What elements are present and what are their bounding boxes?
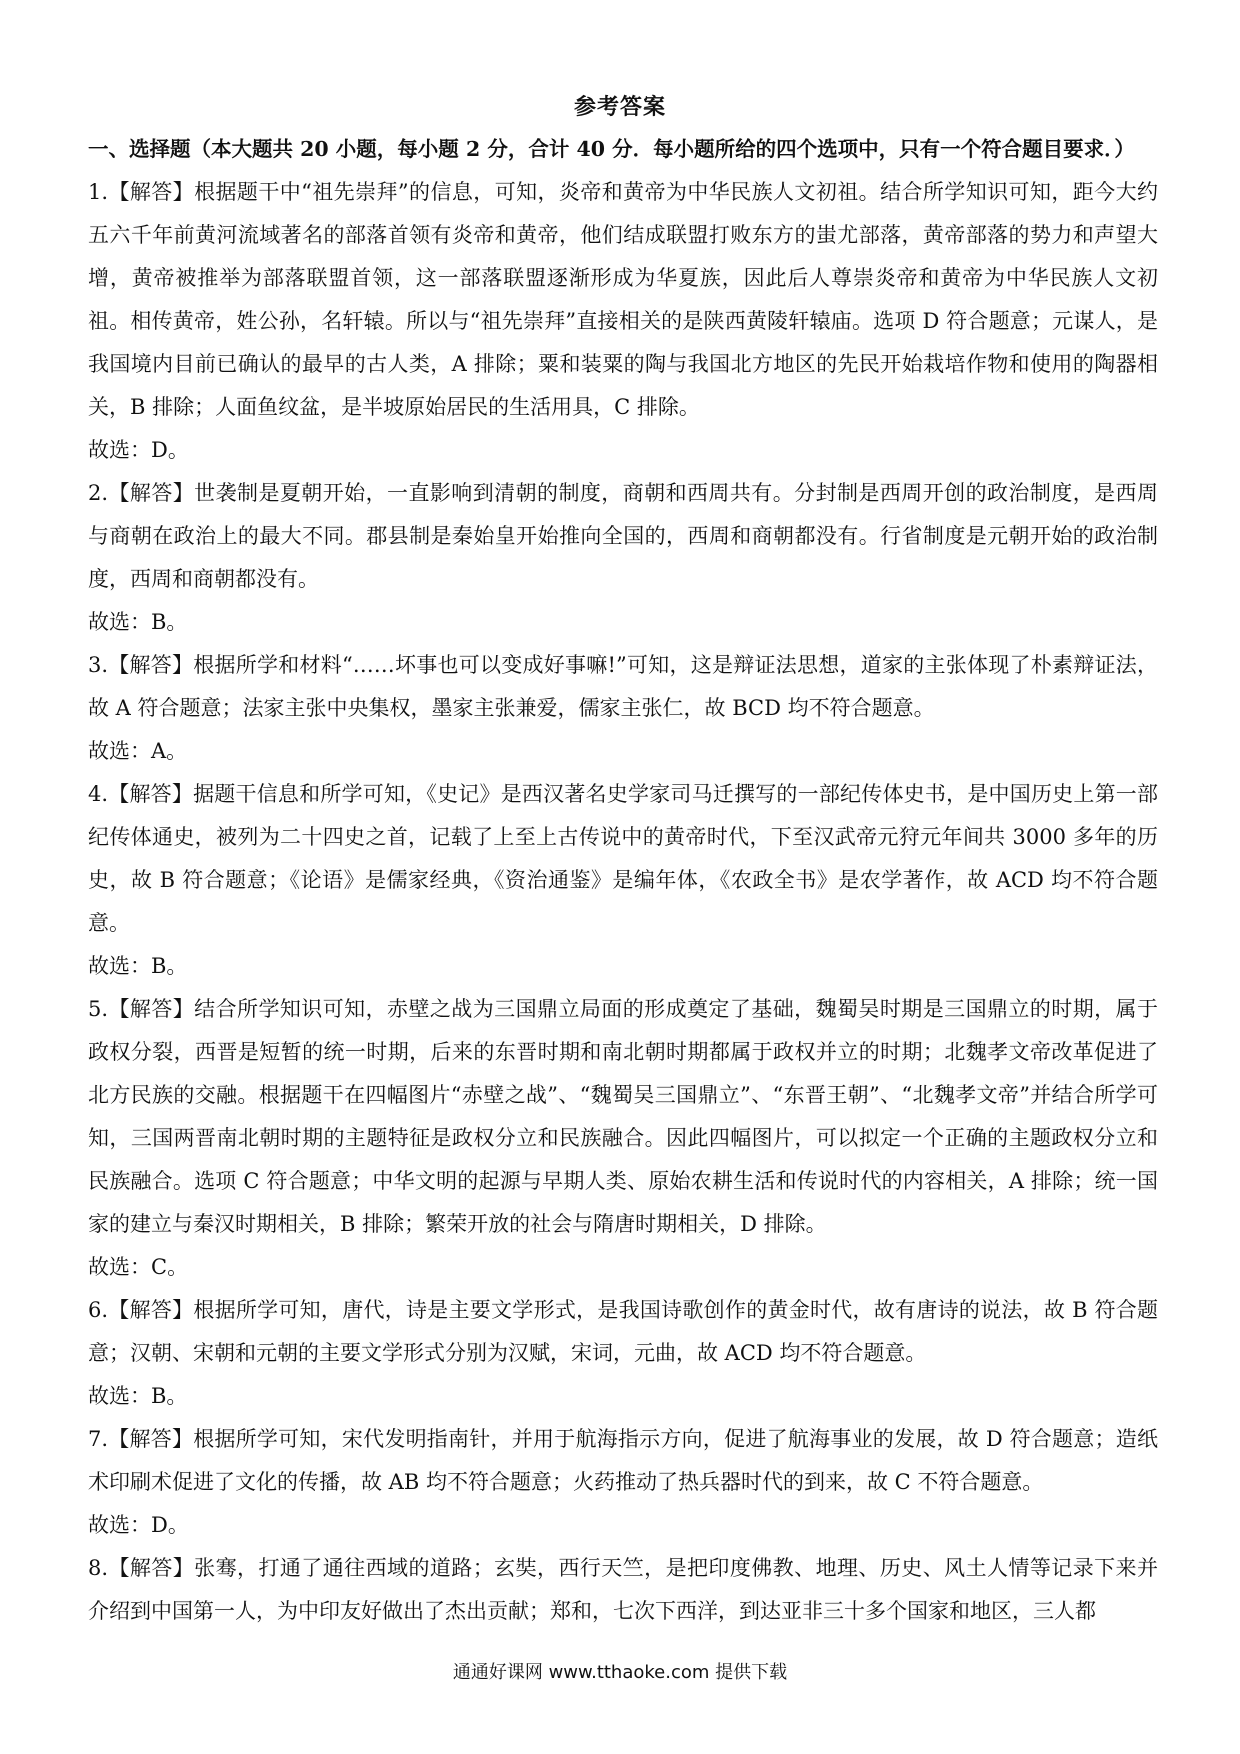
answer-4-choice: 故选：B。: [88, 954, 188, 978]
answer-1-choice: 故选：D。: [88, 438, 189, 462]
answer-6-choice: 故选：B。: [88, 1384, 188, 1408]
answer-5-choice: 故选：C。: [88, 1255, 189, 1279]
answer-3-choice: 故选：A。: [88, 739, 188, 763]
answer-content: [88, 128, 1158, 1633]
answer-5-explanation: 5.【解答】结合所学知识可知，赤壁之战为三国鼎立局面的形成奠定了基础，魏蜀吴时期是三国鼎立的时期，属于政权分裂，西晋是短暂的统一时期，后来的东晋时期和南北朝时期都属于政权并立的时期；北魏孝文帝改革促进了北方民族的交融。根据题干在四幅图片“赤壁之战”、“魏蜀吴三国鼎立”、“东晋王朝”、“北魏孝文帝”并结合所学可知，三国两晋南北朝时期的主题特征是政权分立和民族融合。因此四幅图片，可以拟定一个正确的主题政权分立和民族融合。选项 C 符合题意；中华文明的起源与早期人类、原始农耕生活和传说时代的内容相关，A 排除；统一国家的建立与秦汉时期相关，B 排除；繁荣开放的社会与隋唐时期相关，D 排除。: [88, 997, 1158, 1236]
answer-3-explanation: 3.【解答】根据所学和材料“……坏事也可以变成好事嘛!”可知，这是辩证法思想，道家的主张体现了朴素辩证法，故 A 符合题意；法家主张中央集权，墨家主张兼爱，儒家主张仁，故 BCD 均不符合题意。: [88, 653, 1158, 720]
answer-6-explanation: 6.【解答】根据所学可知，唐代，诗是主要文学形式，是我国诗歌创作的黄金时代，故有唐诗的说法，故 B 符合题意；汉朝、宋朝和元朝的主要文学形式分别为汉赋，宋词，元曲，故 ACD 均不符合题意。: [88, 1298, 1158, 1365]
answer-1-explanation: 1.【解答】根据题干中“祖先崇拜”的信息，可知，炎帝和黄帝为中华民族人文初祖。结合所学知识可知，距今大约五六千年前黄河流域著名的部落首领有炎帝和黄帝，他们结成联盟打败东方的蚩尤部落，黄帝部落的势力和声望大增，黄帝被推举为部落联盟首领，这一部落联盟逐渐形成为华夏族，因此后人尊崇炎帝和黄帝为中华民族人文初祖。相传黄帝，姓公孙，名轩辕。所以与“祖先崇拜”直接相关的是陕西黄陵轩辕庙。选项 D 符合题意；元谋人，是我国境内目前已确认的最早的古人类，A 排除；粟和装粟的陶与我国北方地区的先民开始栽培作物和使用的陶器相关，B 排除；人面鱼纹盆，是半坡原始居民的生活用具，C 排除。: [88, 180, 1158, 419]
page-title: 参考答案: [573, 94, 666, 120]
answer-2-explanation: 2.【解答】世袭制是夏朝开始，一直影响到清朝的制度，商朝和西周共有。分封制是西周开创的政治制度，是西周与商朝在政治上的最大不同。郡县制是秦始皇开始推向全国的，西周和商朝都没有。行省制度是元朝开始的政治制度，西周和商朝都没有。: [88, 481, 1158, 591]
answer-4-explanation: 4.【解答】据题干信息和所学可知，《史记》是西汉著名史学家司马迁撰写的一部纪传体史书，是中国历史上第一部纪传体通史，被列为二十四史之首，记载了上至上古传说中的黄帝时代，下至汉武帝元狩元年间共 3000 多年的历史，故 B 符合题意；《论语》是儒家经典，《资治通鉴》是编年体，《农政全书》是农学著作，故 ACD 均不符合题意。: [88, 782, 1158, 935]
section-heading: 一、选择题（本大题共 20 小题，每小题 2 分，合计 40 分．每小题所给的四个选项中，只有一个符合题目要求．）: [88, 137, 1135, 161]
page-footer: 通通好课网 www.tthaoke.com 提供下载: [452, 1662, 788, 1683]
answer-8-explanation: 8.【解答】张骞，打通了通往西域的道路；玄奘，西行天竺，是把印度佛教、地理、历史、风土人情等记录下来并介绍到中国第一人，为中印友好做出了杰出贡献；郑和，七次下西洋，到达亚非三十多个国家和地区，三人都: [88, 1556, 1158, 1623]
answer-2-choice: 故选：B。: [88, 610, 188, 634]
answer-7-explanation: 7.【解答】根据所学可知，宋代发明指南针，并用于航海指示方向，促进了航海事业的发展，故 D 符合题意；造纸术印刷术促进了文化的传播，故 AB 均不符合题意；火药推动了热兵器时代的到来，故 C 不符合题意。: [88, 1427, 1158, 1494]
answer-7-choice: 故选：D。: [88, 1513, 189, 1537]
